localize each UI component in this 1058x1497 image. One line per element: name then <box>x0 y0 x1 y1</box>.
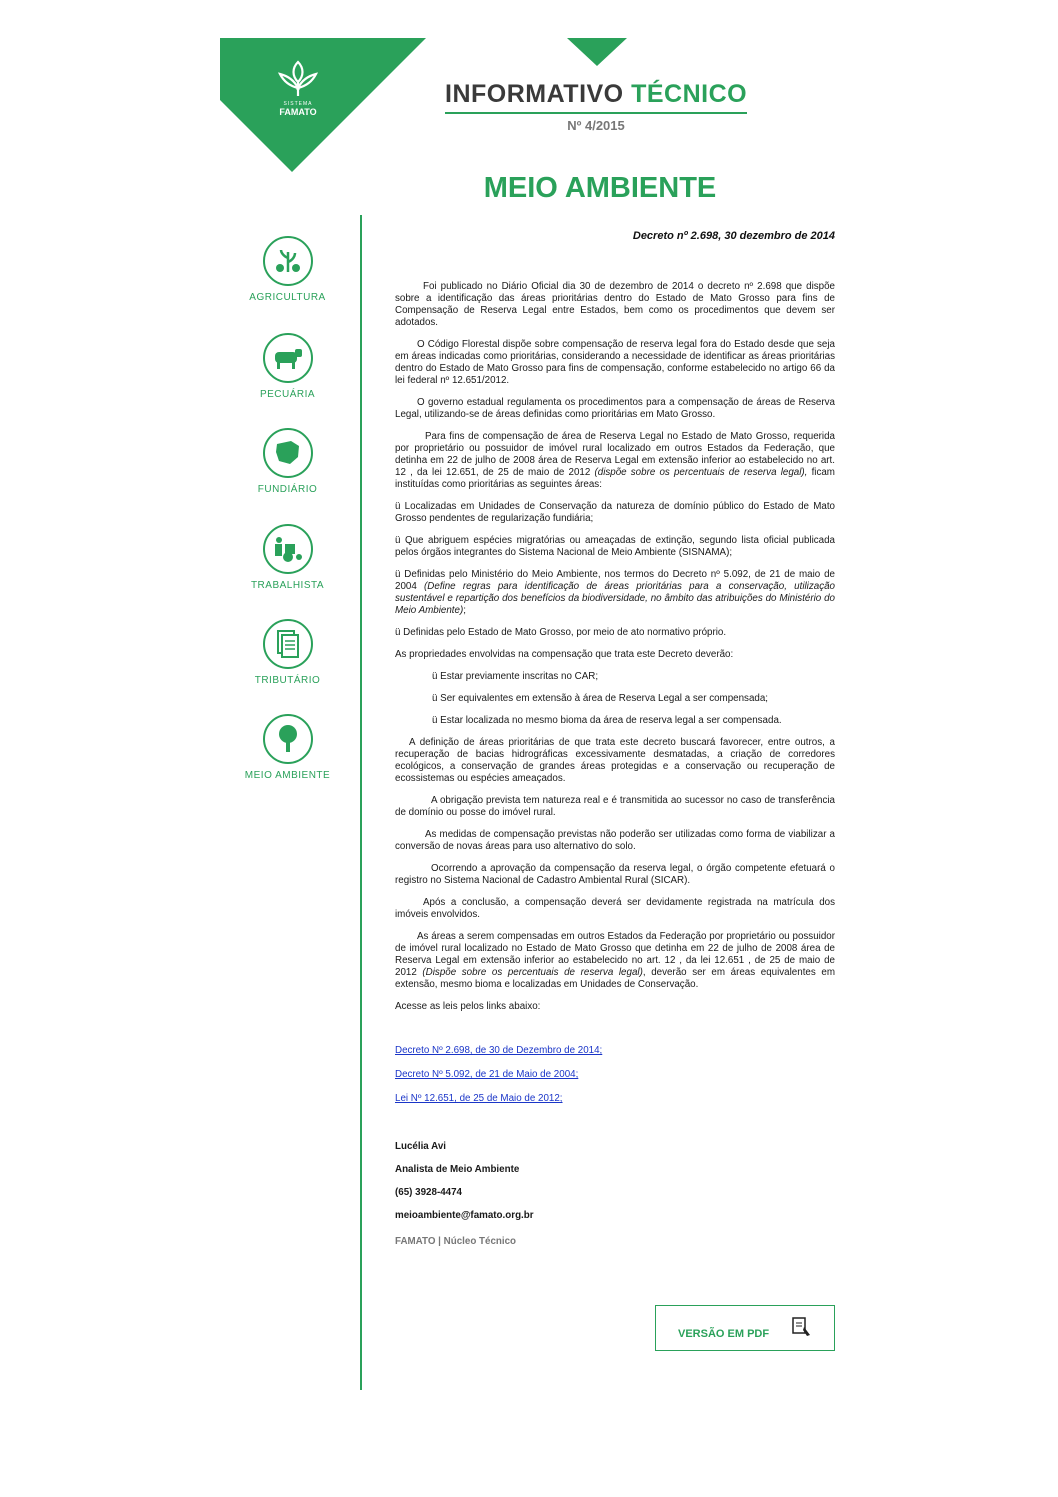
author-role: Analista de Meio Ambiente <box>395 1164 520 1175</box>
list-item: ü Definidas pelo Estado de Mato Grosso, por meio de ato normativo próprio. <box>395 627 727 638</box>
list-item: ü Localizadas em Unidades de Conservação da natureza de domínio público do Estado de Mato Grosso pendentes de regularização fundiária; <box>395 501 835 524</box>
logo-text-top: SISTEMA <box>283 101 313 107</box>
sidebar-item-meio-ambiente[interactable] <box>240 714 335 781</box>
sidebar-label: TRABALHISTA <box>250 580 325 591</box>
paragraph: O governo estadual regulamenta os procedimentos para a compensação de áreas de Reserva Legal, utilizando-se de áreas definidas como prioritárias em Mato Grosso. <box>395 397 835 420</box>
tractor-icon <box>263 524 313 574</box>
pdf-version-label: VERSÃO EM PDF <box>678 1328 770 1340</box>
paragraph: Acesse as leis pelos links abaixo: <box>395 1001 541 1012</box>
author-email: meioambiente@famato.org.br <box>395 1210 534 1221</box>
paragraph: As propriedades envolvidas na compensação que trata este Decreto deverão: <box>395 649 734 660</box>
header-title-part1: INFORMATIVO <box>445 80 624 108</box>
sidebar-label: AGRICULTURA <box>249 292 326 303</box>
sidebar-item-pecuaria[interactable] <box>240 333 335 400</box>
text: ; <box>463 605 466 616</box>
text: ficam instituídas como prioritárias as seguintes áreas: <box>395 467 835 490</box>
link-item <box>395 1045 835 1057</box>
logo-text: FAMATO <box>279 107 317 117</box>
link-item <box>395 1069 835 1081</box>
sidebar-label: FUNDIÁRIO <box>257 484 318 495</box>
link-item <box>395 1093 835 1105</box>
list-item: ü Estar previamente inscritas no CAR; <box>432 671 599 682</box>
sidebar-label: PECUÁRIA <box>259 389 316 400</box>
decreto-5092-link[interactable]: Decreto Nº 5.092, de 21 de Maio de 2004; <box>395 1069 579 1080</box>
paragraph: A definição de áreas prioritárias de que trata este decreto buscará favorecer, entre outros, a recuperação de bacias hidrográficas excessivamente desmatadas, a criação de corredores ecológicos, a conservação de grandes áreas protegidas e a conservação ou recuperação de ecossistemas ou espécies ameaçados. <box>395 737 835 784</box>
page-subtitle: Decreto nº 2.698, 30 dezembro de 2014 <box>632 230 835 242</box>
italic-text: (dispõe sobre os percentuais de reserva legal), <box>594 467 808 478</box>
cattle-icon <box>263 333 313 383</box>
sidebar-item-tributario[interactable] <box>240 619 335 686</box>
sidebar-item-trabalhista[interactable] <box>240 524 335 591</box>
paragraph: Foi publicado no Diário Oficial dia 30 de dezembro de 2014 o decreto nº 2.698 que dispõe sobre a identificação das áreas prioritárias dentro do Estado de Mato Grosso para fins de Compensação de Reserva Legal entre Estados, bem como os procedimentos que devem ser adotados. <box>395 281 835 328</box>
list-item <box>395 569 835 617</box>
header-title <box>445 80 747 109</box>
decreto-2698-link[interactable]: Decreto Nº 2.698, de 30 de Dezembro de 2014; <box>395 1045 603 1056</box>
paragraph: As medidas de compensação previstas não poderão ser utilizadas como forma de viabilizar a conversão de novas áreas para uso alternativo do solo. <box>395 829 835 852</box>
header-title-part2: TÉCNICO <box>631 80 748 108</box>
text: ü Definidas pelo Ministério do Meio Ambiente, nos termos do Decreto nº 5.092, de 21 de maio de 2004 <box>395 569 835 592</box>
text: Para fins de compensação de área de Reserva Legal no Estado de Mato Grosso, requerida por proprietário ou possuidor de imóvel rural localizado em outros Estados da Federação, que detinha em 22 de julho de 2008 área de Reserva Legal em extensão inferior ao estabelecido no art. 12 , da lei 12.651, de 25 de maio de 2012 <box>395 431 835 478</box>
paragraph: O Código Florestal dispõe sobre compensação de reserva legal fora do Estado desde que seja em áreas indicadas como prioritárias, considerando a necessidade de identificar as áreas prioritárias dentro do Estado de Mato Grosso para fins de compensação, conforme estabelecido no artigo 66 da lei federal nº 12.651/2012. <box>395 339 835 386</box>
list-item: ü Estar localizada no mesmo bioma da área de reserva legal a ser compensada. <box>432 715 782 726</box>
footer-text: FAMATO | Núcleo Técnico <box>395 1236 517 1247</box>
paragraph: Ocorrendo a aprovação da compensação da reserva legal, o órgão competente efetuará o registro no Sistema Nacional de Cadastro Ambiental Rural (SICAR). <box>395 863 835 886</box>
text: As áreas a serem compensadas em outros Estados da Federação por proprietário ou possuidor de imóvel rural localizado no Estado de Mato Grosso que detinha em 22 de julho de 2008 área de Reserva Legal em extensão inferior ao estabelecido no art. 12 , da lei 12.651 , de 25 de maio de 2012 <box>395 931 835 978</box>
issue-number: Nº 4/2015 <box>567 118 625 133</box>
author-phone: (65) 3928-4474 <box>395 1187 462 1198</box>
plant-icon <box>263 236 313 286</box>
article-body <box>395 281 835 1248</box>
leaf-logo-icon <box>276 58 320 98</box>
sidebar-item-agricultura[interactable] <box>240 236 335 303</box>
text: , deverão ser em áreas equivalentes em extensão, mesmo bioma e localizadas em Unidades de Conservação. <box>395 967 835 990</box>
sidebar-label: MEIO AMBIENTE <box>244 770 331 781</box>
tree-icon <box>263 714 313 764</box>
page-title: MEIO AMBIENTE <box>483 172 717 204</box>
list-item: ü Que abriguem espécies migratórias ou ameaçadas de extinção, segundo lista oficial publicada pelos órgãos integrantes do Sistema Nacional de Meio Ambiente (SISNAMA); <box>395 535 835 558</box>
author-name: Lucélia Avi <box>395 1141 446 1152</box>
vertical-divider <box>360 215 362 1390</box>
list-item: ü Ser equivalentes em extensão à área de Reserva Legal a ser compensada; <box>432 693 769 704</box>
paragraph: Após a conclusão, a compensação deverá ser devidamente registrada na matrícula dos imóveis envolvidos. <box>395 897 835 920</box>
famato-logo <box>268 58 328 117</box>
italic-text: (Define regras para identificação de áreas prioritárias para a conservação, utilização sustentável e repartição dos benefícios da biodiversidade, no âmbito das atribuições do Ministério do Meio Ambiente) <box>395 581 835 616</box>
header-divider <box>445 112 747 114</box>
paragraph <box>395 431 835 491</box>
paragraph: A obrigação prevista tem natureza real e é transmitida ao sucessor no caso de transferência de domínio ou posse do imóvel rural. <box>395 795 835 818</box>
paragraph <box>395 931 835 991</box>
pdf-download-icon <box>790 1315 814 1339</box>
document-icon <box>263 619 313 669</box>
map-icon <box>263 428 313 478</box>
header-small-triangle <box>567 38 627 66</box>
sidebar-label: TRIBUTÁRIO <box>254 675 321 686</box>
lei-12651-link[interactable]: Lei Nº 12.651, de 25 de Maio de 2012; <box>395 1093 563 1104</box>
sidebar-item-fundiario[interactable] <box>240 428 335 495</box>
italic-text: (Dispõe sobre os percentuais de reserva legal) <box>422 967 643 978</box>
